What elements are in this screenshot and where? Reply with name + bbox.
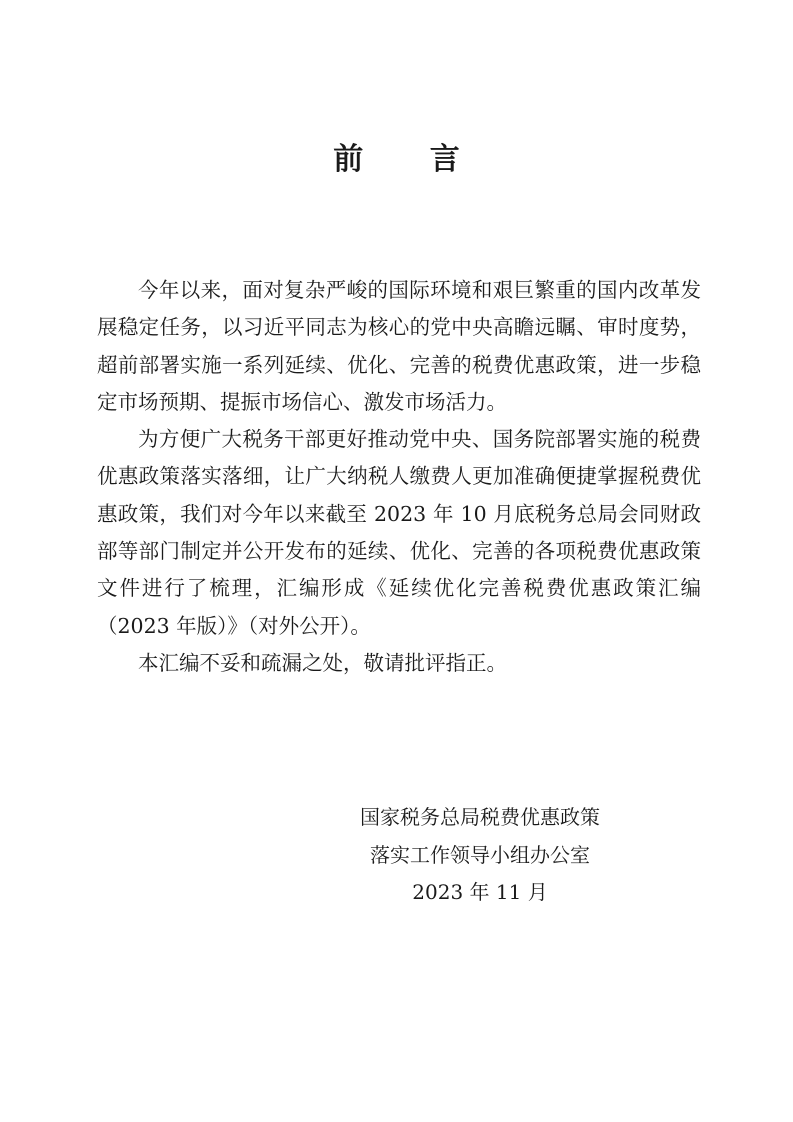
paragraph-purpose: 为方便广大税务干部更好推动党中央、国务院部署实施的税费优惠政策落实落细，让广大纳税人缴费人更加准确便捷掌握税费优惠政策，我们对今年以来截至 2023 年 10 月底税务总局会同财政部等部门制定并公开发布的延续、优化、完善的各项税费优惠政策文件进行了梳理，汇编形成《延续优化完善税费优惠政策汇编（2023 年版）》（对外公开）。 [97, 427, 701, 638]
paragraph-intro: 今年以来，面对复杂严峻的国际环境和艰巨繁重的国内改革发展稳定任务，以习近平同志为核心的党中央高瞻远瞩、审时度势，超前部署实施一系列延续、优化、完善的税费优惠政策，进一步稳定市场预期、提振市场信心、激发市场活力。 [97, 278, 701, 414]
page-title: 前 言 [333, 142, 488, 177]
signature-date: 2023 年 11 月 [412, 880, 548, 904]
signature-block [320, 799, 640, 912]
signature-organization-line2: 落实工作领导小组办公室 [370, 842, 590, 867]
paragraph-closing: 本汇编不妥和疏漏之处，敬请批评指正。 [138, 650, 507, 675]
signature-organization-line1: 国家税务总局税费优惠政策 [360, 805, 600, 829]
document-body [97, 272, 701, 682]
